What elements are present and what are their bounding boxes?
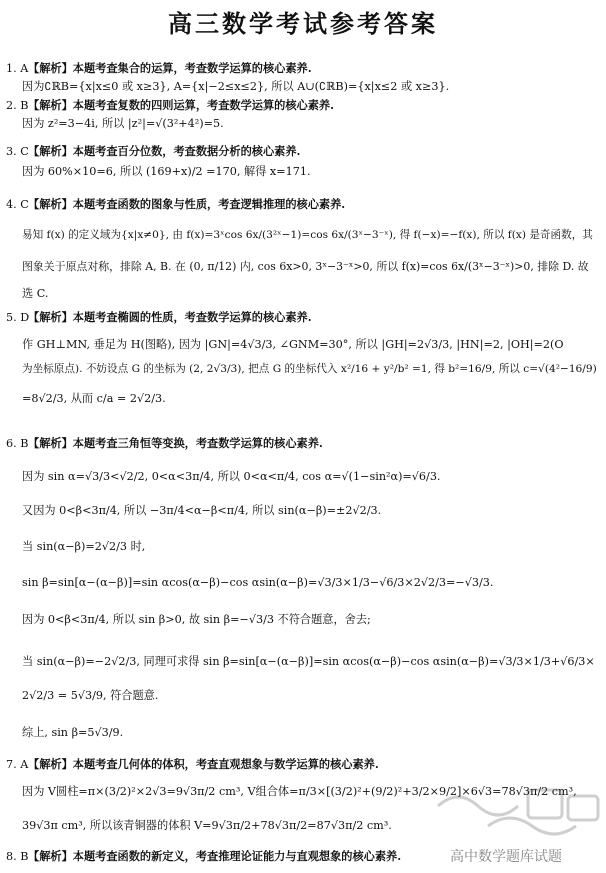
solution-line bbox=[22, 227, 593, 243]
analysis-tag: 【解析】 bbox=[28, 197, 73, 211]
solution-text: 当 sin(α−β)=−2√2/3, 同理可求得 sin β=sin[α−(α−β)]=sin αcos(α−β)−cos αsin(α−β)=√3/3×1/3+√6/3× bbox=[22, 655, 595, 668]
solution-line bbox=[22, 725, 123, 741]
solution-text: 当 sin(α−β)=2√2/3 时, bbox=[22, 540, 146, 553]
solution-line bbox=[22, 286, 48, 302]
solution-text: sin β=sin[α−(α−β)]=sin αcos(α−β)−cos αsin(α−β)=√3/3×1/3−√6/3×2√2/3=−√3/3. bbox=[22, 576, 494, 589]
solution-line bbox=[22, 469, 441, 485]
solution-text: 易知 f(x) 的定义域为{x|x≠0}, 由 f(x)=3ˣcos 6x/(3²ˣ−1)=cos 6x/(3ˣ−3⁻ˣ), 得 f(−x)=−f(x), 所以 f(x) 是奇函数，其 bbox=[22, 229, 593, 241]
question-number: 7. A bbox=[6, 758, 29, 771]
question-number: 8. B bbox=[6, 850, 29, 863]
question-number: 4. C bbox=[6, 198, 29, 211]
solution-line bbox=[22, 654, 595, 670]
solution-line bbox=[22, 391, 166, 407]
analysis-tag: 【解析】 bbox=[28, 310, 73, 324]
watermark-text: 高中数学题库试题 bbox=[450, 849, 562, 865]
solution-line bbox=[22, 539, 145, 555]
question-header-line bbox=[6, 309, 312, 326]
solution-line bbox=[22, 361, 597, 377]
solution-text: 因为 60%×10=6, 所以 (169+x)/2 =170, 解得 x=171. bbox=[22, 165, 311, 178]
solution-text: 因为 sin α=√3/3<√2/2, 0<α<3π/4, 所以 0<α<π/4, cos α=√(1−sin²α)=√6/3. bbox=[22, 470, 441, 483]
solution-text: =8√2/3, 从而 c/a = 2√2/3. bbox=[22, 392, 166, 405]
solution-text: 2√2/3 = 5√3/9, 符合题意. bbox=[22, 689, 159, 702]
analysis-tag: 【解析】 bbox=[28, 436, 73, 450]
question-topic: 本题考查百分位数，考查数据分析的核心素养. bbox=[72, 144, 301, 158]
question-number: 6. B bbox=[6, 437, 29, 450]
question-topic: 本题考查复数的四则运算，考查数学运算的核心素养. bbox=[72, 98, 334, 112]
question-topic: 本题考查椭圆的性质，考查数学运算的核心素养. bbox=[72, 310, 312, 324]
analysis-tag: 【解析】 bbox=[28, 757, 73, 771]
question-number: 1. A bbox=[6, 62, 29, 75]
question-header-line bbox=[6, 143, 300, 160]
solution-line bbox=[22, 164, 311, 180]
solution-text: 又因为 0<β<3π/4, 所以 −3π/4<α−β<π/4, 所以 sin(α−β)=±2√2/3. bbox=[22, 504, 382, 517]
question-topic: 本题考查函数的新定义，考查推理论证能力与直观想象的核心素养. bbox=[72, 849, 402, 863]
solution-line bbox=[22, 259, 589, 275]
solution-text: 因为∁ℝB={x|x≤0 或 x≥3}, A={x|−2≤x≤2}, 所以 A∪(∁ℝB)={x|x≤2 或 x≥3}. bbox=[22, 80, 450, 93]
question-number: 3. C bbox=[6, 145, 29, 158]
question-header-line bbox=[6, 435, 323, 452]
solution-text: 作 GH⊥MN, 垂足为 H(图略), 因为 |GN|=4√3/3, ∠GNM=30°, 所以 |GH|=2√3/3, |HN|=2, |OH|=2(O bbox=[22, 338, 564, 351]
solution-line bbox=[22, 337, 564, 353]
question-topic: 本题考查几何体的体积，考查直观想象与数学运算的核心素养. bbox=[72, 757, 379, 771]
question-header-line bbox=[6, 756, 379, 773]
solution-text: 为坐标原点). 不妨设点 G 的坐标为 (2, 2√3/3), 把点 G 的坐标代入 x²/16 + y²/b² =1, 得 b²=16/9, 所以 c=√(4²−16/9) bbox=[22, 363, 597, 375]
solution-text: 因为 0<β<3π/4, 所以 sin β>0, 故 sin β=−√3/3 不符合题意，舍去; bbox=[22, 613, 371, 626]
solution-text: 图象关于原点对称，排除 A, B. 在 (0, π/12) 内, cos 6x>0, 3ˣ−3⁻ˣ>0, 所以 f(x)=cos 6x/(3ˣ−3⁻ˣ)>0, 排除 D. 故 bbox=[22, 260, 589, 273]
solution-line bbox=[22, 575, 493, 591]
analysis-tag: 【解析】 bbox=[28, 849, 73, 863]
analysis-tag: 【解析】 bbox=[28, 61, 73, 75]
question-topic: 本题考查集合的运算，考查数学运算的核心素养. bbox=[72, 61, 312, 75]
question-number: 2. B bbox=[6, 99, 29, 112]
question-header-line bbox=[6, 196, 345, 213]
question-topic: 本题考查函数的图象与性质，考查逻辑推理的核心素养. bbox=[72, 197, 346, 211]
question-header-line bbox=[6, 848, 401, 865]
solution-text: 因为 z²=3−4i, 所以 |z²|=√(3²+4²)=5. bbox=[22, 117, 224, 130]
page-title: 高三数学考试参考答案 bbox=[168, 9, 438, 38]
solution-text: 39√3π cm³, 所以该青铜器的体积 V=9√3π/2+78√3π/2=87√3π/2 cm³. bbox=[22, 819, 392, 832]
question-header-line bbox=[6, 60, 312, 77]
analysis-tag: 【解析】 bbox=[28, 144, 73, 158]
solution-line bbox=[22, 784, 577, 800]
solution-line bbox=[22, 818, 392, 834]
analysis-tag: 【解析】 bbox=[28, 98, 73, 112]
solution-text: 综上, sin β=5√3/9. bbox=[22, 726, 124, 739]
solution-line bbox=[22, 79, 449, 95]
solution-text: 选 C. bbox=[22, 287, 49, 300]
solution-line bbox=[22, 612, 371, 628]
question-header-line bbox=[6, 97, 334, 114]
question-topic: 本题考查三角恒等变换，考查数学运算的核心素养. bbox=[72, 436, 323, 450]
question-number: 5. D bbox=[6, 311, 30, 324]
solution-line bbox=[22, 503, 381, 519]
solution-line bbox=[22, 116, 224, 132]
solution-line bbox=[22, 688, 158, 704]
solution-text: 因为 V圆柱=π×(3/2)²×2√3=9√3π/2 cm³, V组合体=π/3×[(3/2)²+(9/2)²+3/2×9/2]×6√3=78√3π/2 cm³, bbox=[22, 785, 577, 798]
